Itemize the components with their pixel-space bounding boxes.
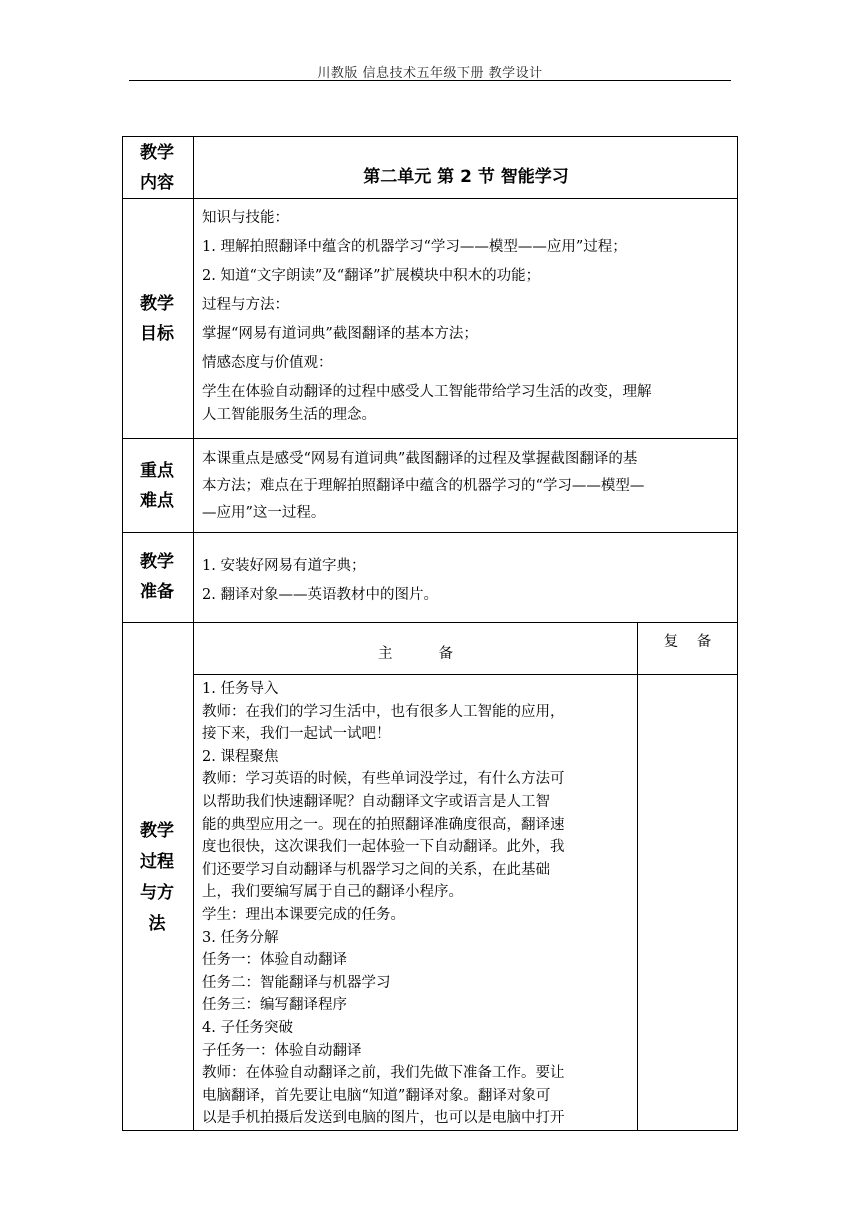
process-text [202,678,640,1130]
preparation-text [202,552,732,610]
process-header-divider [193,674,738,675]
label-line: 法 [148,914,166,934]
text-line: 学生在体验自动翻译的过程中感受人工智能带给学习生活的改变，理解 [202,384,652,400]
text-line: 人工智能服务生活的理念。 [202,407,376,423]
text-line: 2. 翻译对象——英语教材中的图片。 [202,587,438,603]
label-line: 与方 [140,883,174,903]
text-line: 情感态度与价值观： [202,355,333,371]
table-border-right [737,136,738,1131]
label-line: 重点 [140,461,174,481]
label-line: 目标 [140,324,174,344]
label-objectives [122,289,192,349]
page-header: 川教版 信息技术五年级下册 教学设计 [317,66,543,81]
text-line: 任务三：编写翻译程序 [202,997,347,1014]
text-line: 任务二：智能翻译与机器学习 [202,974,391,991]
label-line: 难点 [140,491,174,511]
label-teaching-content [122,138,192,198]
label-line: 过程 [140,852,174,872]
text-line: 4. 子任务突破 [202,1019,293,1036]
row-divider [122,532,738,533]
text-line: 能的典型应用之一。现在的拍照翻译准确度很高，翻译速 [202,816,565,833]
text-line: 2. 课程聚焦 [202,748,279,765]
table-border-bottom [122,1130,738,1131]
header-rule [129,80,731,81]
main-prep-header: 主 备 [377,646,454,662]
label-column-divider [193,136,194,1131]
text-line: 2. 知道“文字朗读”及“翻译”扩展模块中积木的功能； [202,268,541,284]
table-border-left [122,136,123,1131]
text-line: 教师：在体验自动翻译之前，我们先做下准备工作。要让 [202,1065,565,1082]
objectives-text [202,204,732,430]
label-line: 教学 [140,294,174,314]
text-line: 上，我们要编写属于自己的翻译小程序。 [202,884,463,901]
text-line: 们还要学习自动翻译与机器学习之间的关系，在此基础 [202,861,550,878]
table-border-top [122,136,738,137]
text-line: 教师：在我们的学习生活中，也有很多人工智能的应用， [202,703,565,720]
text-line: 度也很快，这次课我们一起体验一下自动翻译。此外，我 [202,839,565,856]
label-line: 教学 [140,143,174,163]
text-line: 本方法；难点在于理解拍照翻译中蕴含的机器学习的“学习——模型— [202,478,645,494]
row-divider [122,198,738,199]
review-prep-header: 复 备 [663,634,712,650]
text-line: 1. 任务导入 [202,681,279,697]
text-line: 1. 理解拍照翻译中蕴含的机器学习“学习——模型——应用”过程； [202,239,627,255]
text-line: 知识与技能： [202,210,289,226]
text-line: 学生：理出本课要完成的任务。 [202,906,405,923]
lesson-plan-table [122,136,738,1131]
text-line: 过程与方法： [202,297,289,313]
label-line: 内容 [140,173,174,193]
text-line: 子任务一：体验自动翻译 [202,1042,362,1059]
text-line: 教师：学习英语的时候，有些单词没学过，有什么方法可 [202,771,565,788]
text-line: 以是手机拍摄后发送到电脑的图片，也可以是电脑中打开 [202,1110,565,1127]
label-key-points [122,456,192,516]
text-line: 1. 安装好网易有道字典； [202,558,366,574]
text-line: 3. 任务分解 [202,929,279,946]
text-line: 电脑翻译，首先要让电脑“知道”翻译对象。翻译对象可 [202,1087,551,1104]
lesson-title: 第二单元 第 2 节 智能学习 [363,167,569,187]
row-divider [122,622,738,623]
text-line: 任务一：体验自动翻译 [202,952,347,969]
label-line: 准备 [140,582,174,602]
label-preparation [122,547,192,607]
label-line: 教学 [140,821,174,841]
label-line: 教学 [140,552,174,572]
text-line: 接下来，我们一起试一试吧！ [202,726,391,743]
text-line: 掌握“网易有道词典”截图翻译的基本方法； [202,326,478,342]
row-divider [122,438,738,439]
text-line: 本课重点是感受“网易有道词典”截图翻译的过程及掌握截图翻译的基 [202,451,638,467]
text-line: —应用”这一过程。 [202,505,326,521]
text-line: 以帮助我们快速翻译呢？自动翻译文字或语言是人工智 [202,793,550,810]
label-process [122,816,192,940]
key-points-text [202,446,732,527]
